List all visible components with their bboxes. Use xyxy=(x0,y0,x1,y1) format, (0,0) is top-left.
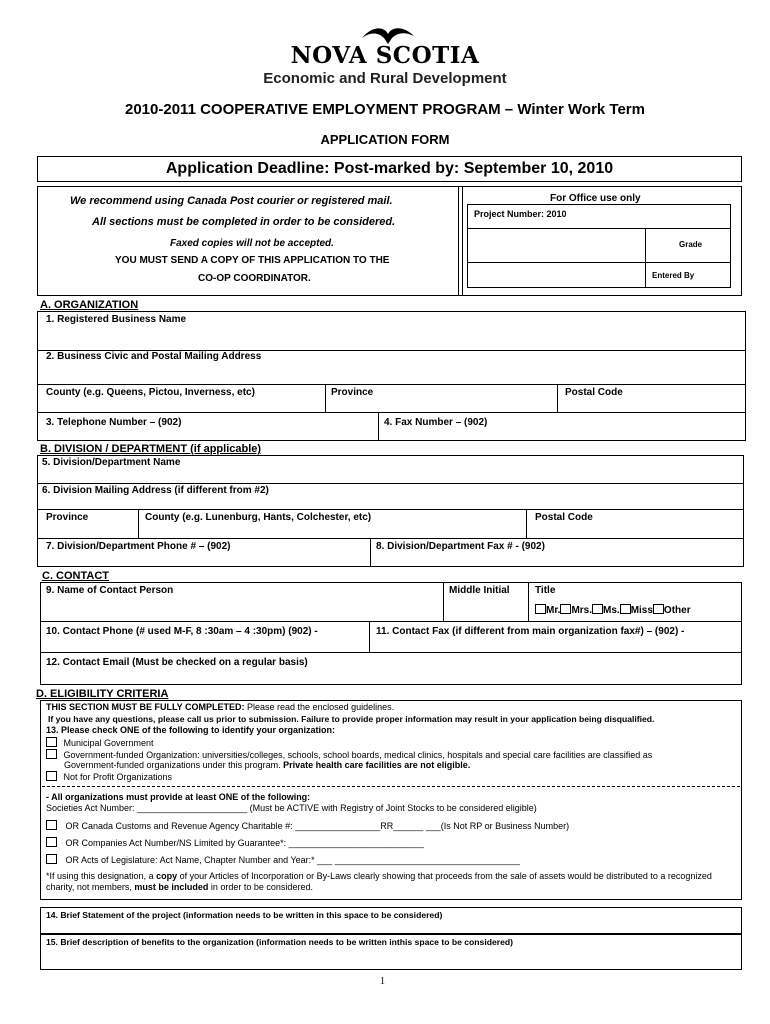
contact-phone-field[interactable]: 10. Contact Phone (# used M-F, 8 :30am – 4 :30pm) (902) - xyxy=(46,626,318,637)
option-government-label-c: Private health care facilities are not eligible. xyxy=(283,760,471,770)
section-d-heading: D. ELIGIBILITY CRITERIA xyxy=(36,688,169,700)
societies-field[interactable]: Societies Act Number: ______________________ (Must be ACTIVE with Registry of Joint Stocks to be considered eligible) xyxy=(46,803,537,813)
telephone-field[interactable]: 3. Telephone Number – (902) xyxy=(46,417,182,428)
division-name-field[interactable]: 5. Division/Department Name xyxy=(42,457,181,468)
note-part-a: *If using this designation, a xyxy=(46,871,157,881)
instruction-2: All sections must be completed in order to be considered. xyxy=(92,216,396,228)
benefits-field: 15. Brief description of benefits to the organization (information needs to be written inthis space to be considered) xyxy=(46,937,513,947)
option-municipal xyxy=(46,737,154,748)
section-b-heading: B. DIVISION / DEPARTMENT (if applicable) xyxy=(40,443,262,455)
checkbox-cra[interactable] xyxy=(46,820,57,830)
postal-code-field[interactable]: Postal Code xyxy=(565,387,623,398)
business-address-field[interactable]: 2. Business Civic and Postal Mailing Address xyxy=(46,351,262,362)
checkbox-nonprofit[interactable] xyxy=(46,771,57,781)
title-label: Title xyxy=(535,585,556,596)
logo-text: NOVA SCOTIA xyxy=(290,42,480,69)
legislature-field[interactable]: OR Acts of Legislature: Act Name, Chapter Number and Year:* ___ _____________________________________ xyxy=(65,855,520,865)
instruction-5: CO-OP COORDINATOR. xyxy=(198,273,311,284)
title-options xyxy=(535,604,691,616)
fax-field[interactable]: 4. Fax Number – (902) xyxy=(384,417,488,428)
q13-label: 13. Please check ONE of the following to identify your organization: xyxy=(46,725,336,735)
province-field[interactable]: Province xyxy=(331,387,374,398)
companies-field[interactable]: OR Companies Act Number/NS Limited by Guarantee*: ___________________________ xyxy=(65,838,424,848)
option-government-cont xyxy=(64,760,470,770)
option-nonprofit xyxy=(46,771,172,782)
form-subtitle: APPLICATION FORM xyxy=(320,132,450,147)
title-miss: Miss xyxy=(630,605,653,616)
division-county-field[interactable]: County (e.g. Lunenburg, Hants, Colchester, etc) xyxy=(145,512,372,523)
office-title: For Office use only xyxy=(550,193,641,204)
dashed-divider xyxy=(42,786,740,787)
project-statement-field: 14. Brief Statement of the project (information needs to be written in this space to be considered) xyxy=(46,910,443,920)
office-grade: Grade xyxy=(679,240,703,249)
option-government xyxy=(46,749,652,760)
instruction-1: We recommend using Canada Post courier or registered mail. xyxy=(70,195,393,207)
must-complete-bold: THIS SECTION MUST BE FULLY COMPLETED: xyxy=(46,702,245,712)
option-legislature xyxy=(46,854,520,865)
middle-initial-field[interactable]: Middle Initial xyxy=(449,585,510,596)
title-mrs: Mrs. xyxy=(571,605,593,616)
division-address-field[interactable]: 6. Division Mailing Address (if different from #2) xyxy=(42,485,269,496)
project-number: Project Number: 2010 xyxy=(474,209,567,219)
option-nonprofit-label: Not for Profit Organizations xyxy=(63,772,173,782)
cra-field[interactable]: OR Canada Customs and Revenue Agency Charitable #: _________________RR______ ___(Is Not RP or Business Number) xyxy=(65,821,570,831)
department-name: Economic and Rural Development xyxy=(263,70,507,87)
contact-name-field[interactable]: 9. Name of Contact Person xyxy=(46,585,174,596)
checkbox-mrs[interactable] xyxy=(560,604,571,614)
office-entered-by: Entered By xyxy=(652,271,695,280)
checkbox-other[interactable] xyxy=(653,604,664,614)
option-companies xyxy=(46,837,424,848)
title-ms: Ms. xyxy=(603,605,620,616)
note-copy: copy xyxy=(156,871,178,881)
contact-email-field[interactable]: 12. Contact Email (Must be checked on a regular basis) xyxy=(46,657,308,668)
section-c-heading: C. CONTACT xyxy=(42,570,110,582)
must-complete-rest: Please read the enclosed guidelines. xyxy=(244,702,395,712)
division-province-field[interactable]: Province xyxy=(46,512,89,523)
checkbox-municipal[interactable] xyxy=(46,737,57,747)
business-name-field[interactable]: 1. Registered Business Name xyxy=(46,314,187,325)
logo xyxy=(290,24,480,72)
questions-note: If you have any questions, please call us prior to submission. Failure to provide proper information may result in your application being disqualified. xyxy=(48,714,655,724)
note-included: must be included xyxy=(134,882,209,892)
county-field[interactable]: County (e.g. Queens, Pictou, Inverness, etc) xyxy=(46,387,255,398)
section-a-heading: A. ORGANIZATION xyxy=(40,299,139,311)
note-part-c: in order to be considered. xyxy=(208,882,313,892)
title-other: Other xyxy=(663,605,691,616)
form-title: 2010-2011 COOPERATIVE EMPLOYMENT PROGRAM – Winter Work Term xyxy=(125,101,645,118)
title-mr: Mr. xyxy=(546,605,561,616)
checkbox-companies[interactable] xyxy=(46,837,57,847)
division-fax-field[interactable]: 8. Division/Department Fax # - (902) xyxy=(376,541,545,552)
option-government-label: Government-funded Organization: universities/colleges, schools, school boards, medical clinics, hospitals and special care facilities are classified as xyxy=(63,750,653,760)
incorporation-note xyxy=(46,871,736,893)
division-phone-field[interactable]: 7. Division/Department Phone # – (902) xyxy=(46,541,231,552)
note-part-b: of your Articles of Incorporation or By-Laws clearly showing that proceeds from the sale of assets would be distributed to a recognized charity, not members, xyxy=(46,871,712,892)
deadline-banner xyxy=(37,156,742,182)
instruction-4: YOU MUST SEND A COPY OF THIS APPLICATION TO THE xyxy=(115,255,390,266)
deadline-text: Application Deadline: Post-marked by: September 10, 2010 xyxy=(165,160,614,177)
checkbox-legislature[interactable] xyxy=(46,854,57,864)
checkbox-ms[interactable] xyxy=(592,604,603,614)
option-government-label-b: Government-funded organizations under this program. xyxy=(64,760,281,770)
must-complete-line xyxy=(46,702,394,712)
option-cra xyxy=(46,820,569,831)
all-orgs-note: - All organizations must provide at least ONE of the following: xyxy=(46,792,311,802)
option-municipal-label: Municipal Government xyxy=(63,738,154,748)
instruction-3: Faxed copies will not be accepted. xyxy=(170,238,334,249)
contact-fax-field[interactable]: 11. Contact Fax (if different from main organization fax#) – (902) - xyxy=(376,626,685,637)
checkbox-miss[interactable] xyxy=(620,604,631,614)
checkbox-government[interactable] xyxy=(46,749,57,759)
page-number: 1 xyxy=(380,976,385,987)
checkbox-mr[interactable] xyxy=(535,604,546,614)
division-postal-field[interactable]: Postal Code xyxy=(535,512,593,523)
